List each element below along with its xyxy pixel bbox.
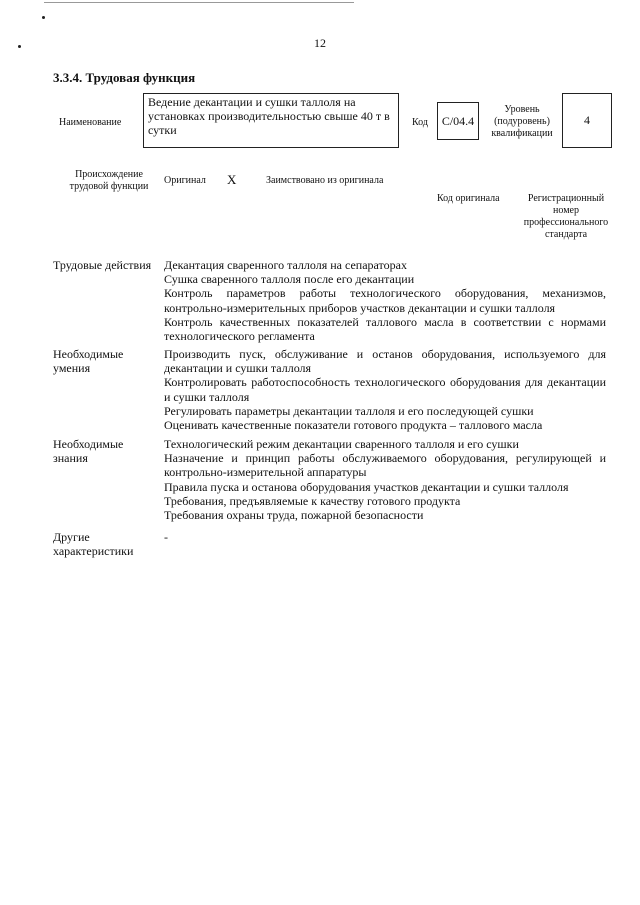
list-item: Сушка сваренного таллоля после его декантации [164, 272, 415, 287]
level-value: 4 [584, 113, 590, 127]
scan-edge-line [44, 2, 354, 3]
code-label: Код [412, 117, 428, 128]
original-mark: X [227, 172, 237, 187]
section-items-knowledge [164, 437, 606, 522]
borrowed-label: Заимствовано из оригинала [266, 175, 384, 186]
section-label-other: Другие характеристики [53, 530, 134, 558]
list-item: Контроль параметров работы технологического оборудования, механизмов, контрольно-измерительных приборов участков декантации и сушки таллоля [164, 286, 606, 315]
name-label: Наименование [59, 117, 122, 128]
list-item: Контроль качественных показателей таллового масла в соответствии с нормами технологического регламента [164, 314, 606, 344]
section-label-knowledge: Необходимые знания [53, 437, 124, 465]
code-box [437, 102, 479, 140]
function-name-value: Ведение декантации и сушки таллоля на установках производительностью свыше 40 т в сутки [148, 95, 390, 137]
list-item: Контролировать работоспособность технологического оборудования для декантации и сушки таллоля [164, 375, 606, 404]
code-value: C/04.4 [441, 113, 475, 128]
function-name-box [143, 93, 399, 148]
list-item: Назначение и принцип работы обслуживаемого оборудования, регулирующей и контрольно-измерительной аппаратуры [164, 451, 606, 480]
original-label: Оригинал [164, 175, 206, 186]
origin-label: Происхождение трудовой функции [69, 169, 149, 192]
reg-number-label: Регистрационный номер профессионального стандарта [523, 193, 609, 240]
list-item: Требования, предъявляемые к качеству готового продукта [164, 493, 461, 508]
list-item: Оценивать качественные показатели готового продукта – таллового масла [164, 418, 543, 433]
list-item: - [164, 530, 168, 544]
section-label-actions: Трудовые действия [53, 258, 152, 272]
section-items-other [164, 530, 606, 544]
original-code-label: Код оригинала [437, 193, 500, 204]
list-item: Правила пуска и останова оборудования участков декантации и сушки таллоля [164, 479, 569, 494]
page-number: 12 [314, 36, 326, 50]
list-item: Регулировать параметры декантации таллоля и его последующей сушки [164, 403, 534, 418]
section-items-skills [164, 347, 606, 432]
section-items-actions [164, 258, 606, 343]
section-label-skills: Необходимые умения [53, 347, 124, 375]
list-item: Требования охраны труда, пожарной безопасности [164, 508, 424, 523]
list-item: Технологический режим декантации сваренного таллоля и его сушки [164, 437, 519, 451]
level-box [562, 93, 612, 148]
level-label: Уровень (подуровень) квалификации [491, 104, 553, 139]
list-item: Производить пуск, обслуживание и останов оборудования, используемого для декантации и сушки таллоля [164, 347, 606, 376]
scan-speck [42, 16, 45, 19]
list-item: Декантация сваренного таллоля на сепараторах [164, 258, 407, 272]
section-title: 3.3.4. Трудовая функция [53, 70, 196, 85]
